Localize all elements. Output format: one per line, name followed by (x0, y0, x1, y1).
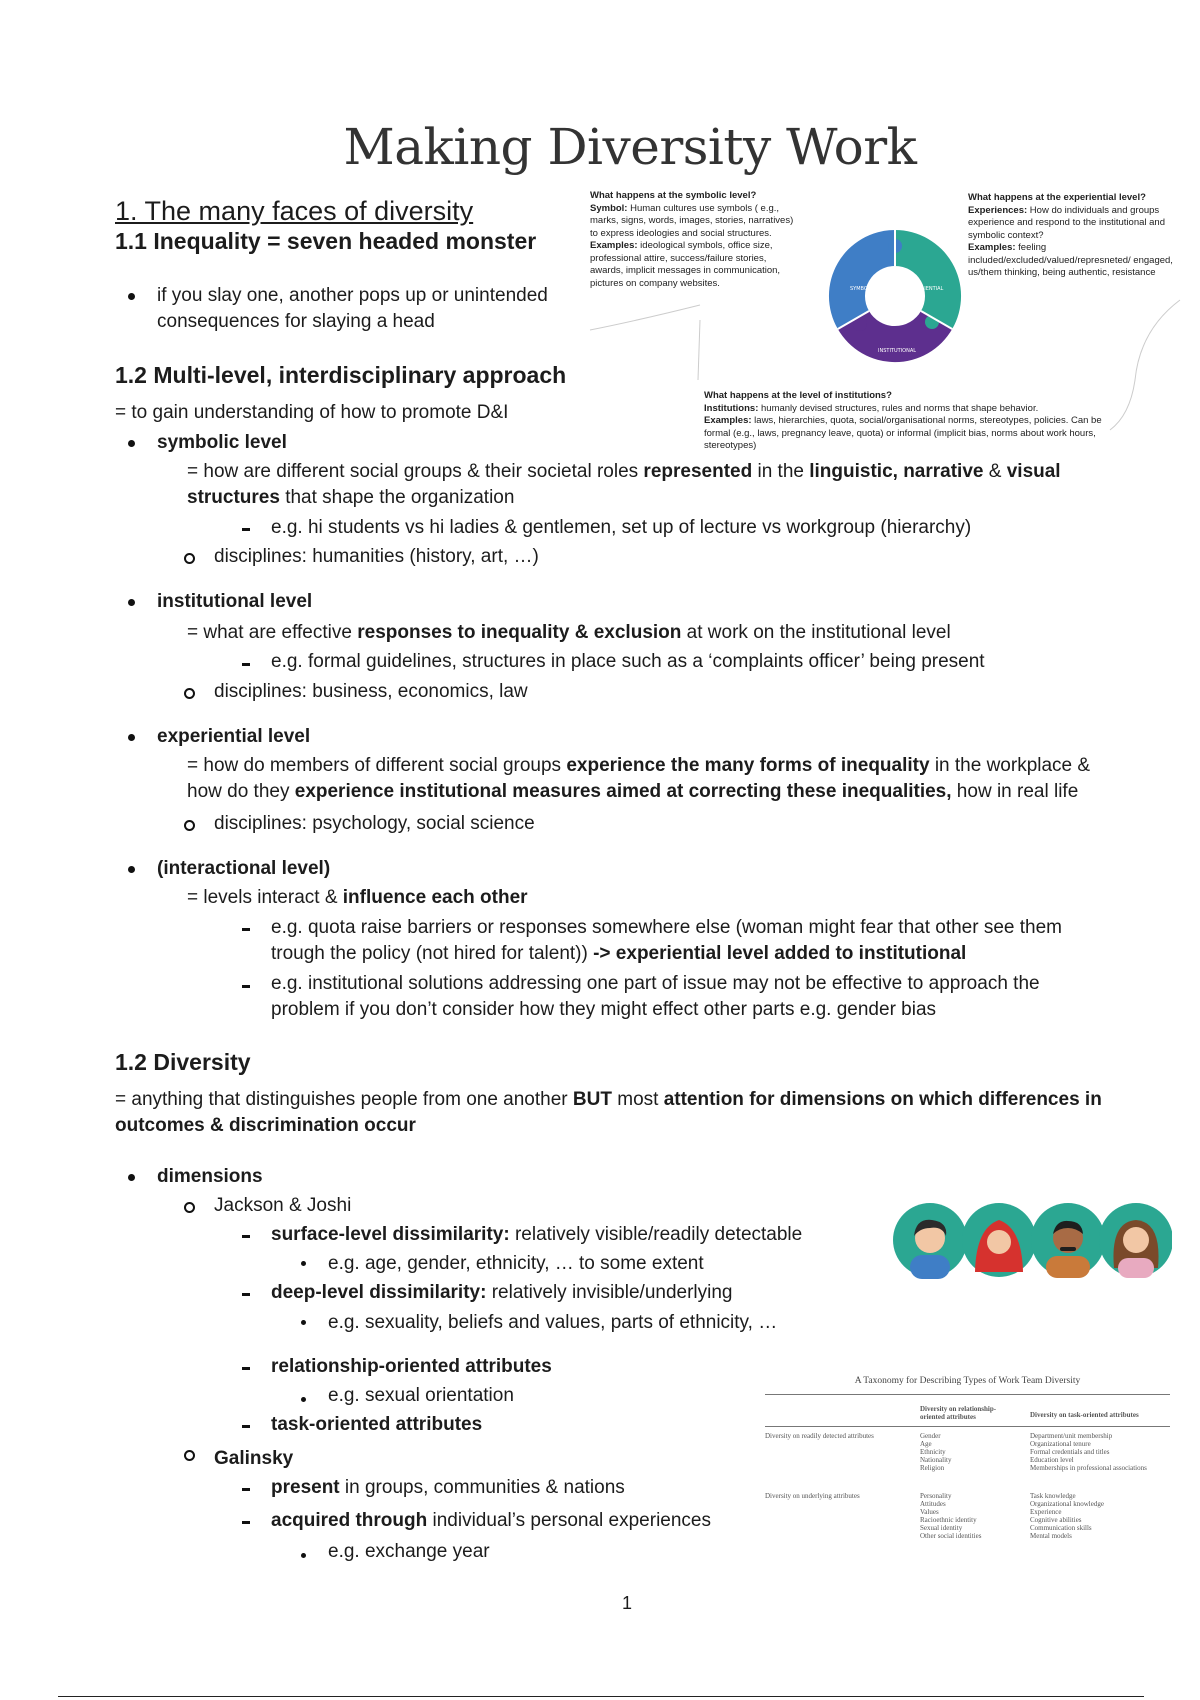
table-cell: Gender (920, 1432, 941, 1440)
experiential-definition-line2: how do they experience institutional measures aimed at correcting these inequalities, how in real life (187, 781, 1079, 802)
dash (242, 985, 250, 988)
bullet (301, 1397, 306, 1402)
surface-level-dissimilarity: surface-level dissimilarity: relatively visible/readily detectable (271, 1224, 803, 1245)
bullet (128, 1174, 135, 1181)
table-cell: Values (920, 1508, 939, 1516)
dash (242, 1367, 250, 1370)
table-cell: Nationality (920, 1456, 952, 1464)
bullet (128, 293, 135, 300)
divider (765, 1426, 1170, 1427)
bullet (301, 1261, 306, 1266)
table-cell: Task knowledge (1030, 1492, 1076, 1500)
taxonomy-r1c2 (1030, 1432, 1147, 1472)
institutional-disciplines: disciplines: business, economics, law (214, 681, 528, 702)
table-cell: Attitudes (920, 1500, 946, 1508)
avatar (962, 1203, 1036, 1277)
dash (242, 1425, 250, 1428)
page-number: 1 (622, 1593, 633, 1613)
table-cell: Organizational tenure (1030, 1440, 1091, 1448)
subsection-heading-diversity: 1.2 Diversity (115, 1049, 251, 1075)
table-cell: Ethnicity (920, 1448, 946, 1456)
table-cell: Sexual identity (920, 1524, 963, 1532)
interactional-example2-line1: e.g. institutional solutions addressing one part of issue may not be effective to approach the (271, 973, 1040, 994)
dash (242, 1235, 250, 1238)
table-cell: Memberships in professional associations (1030, 1464, 1147, 1472)
taxonomy-table (765, 1376, 1170, 1556)
table-cell: Other social identities (920, 1532, 982, 1540)
symbolic-example: e.g. hi students vs hi ladies & gentlemen, set up of lecture vs workgroup (hierarchy) (271, 517, 972, 538)
interactional-level-label: (interactional level) (157, 858, 331, 879)
bullet (128, 599, 135, 606)
table-cell: Cognitive abilities (1030, 1516, 1082, 1524)
dimensions-label: dimensions (157, 1166, 263, 1187)
diverse-people-illustration (892, 1200, 1172, 1282)
taxonomy-r2c1 (920, 1492, 981, 1540)
subsection-heading-inequality: 1.1 Inequality = seven headed monster (115, 228, 537, 254)
experiential-level-callout: What happens at the experiential level? Experiences: How do individuals and groups experience and respond to the institutional and symbolic context? Examples: feeling included/excluded/valued/represneted/ engaged, us/them thinking, being authentic, resistance (968, 192, 1173, 278)
diversity-definition-line2: outcomes & discrimination occur (115, 1115, 416, 1136)
puzzle-ring (580, 180, 1200, 460)
symbolic-level-label: symbolic level (157, 432, 287, 453)
diversity-definition-line1: = anything that distinguishes people from one another BUT most attention for dimensions on which differences in (115, 1089, 1102, 1110)
taxonomy-title: A Taxonomy for Describing Types of Work Team Diversity (854, 1376, 1081, 1386)
galinsky: Galinsky (214, 1448, 294, 1469)
segment-label-symbolic: SYMBOLICAL (850, 286, 882, 292)
levels-diagram (580, 180, 1200, 460)
symbolic-level-callout: What happens at the symbolic level? Symbol: Human cultures use symbols ( e.g., marks, signs, words, images, stories, narratives) to express ideologies and social structures. Examples: ideological symbols, office size, professional attire, success/failure stories, awards, implicit messages in communication, pictures on company websites. (590, 190, 794, 289)
taxonomy-row2-header: Diversity on underlying attributes (765, 1492, 860, 1500)
dash (242, 1488, 250, 1491)
ring-bullet (184, 688, 195, 699)
interactional-example1-line1: e.g. quota raise barriers or responses somewhere else (woman might fear that other see them (271, 917, 1062, 938)
segment-label-experiential: EXPERIENTIAL (908, 286, 944, 292)
avatar (893, 1203, 967, 1279)
bullet (301, 1553, 306, 1558)
taxonomy-r1c1 (920, 1432, 952, 1472)
table-cell: Experience (1030, 1508, 1062, 1516)
institutional-level-callout: What happens at the level of institutions? Institutions: humanly devised structures, rules and norms that shape behavior. Examples: laws, hierarchies, quota, social/organisational norms, stereotypes, policies. Can be formal (e.g., laws, pregnancy leave, quota) or informal (implicit bias, norms about work hours, stereotypes) (704, 390, 1102, 451)
surface-level-example: e.g. age, gender, ethnicity, … to some extent (328, 1253, 704, 1274)
table-cell: Personality (920, 1492, 952, 1500)
page-title: Making Diversity Work (343, 118, 917, 176)
institutional-example: e.g. formal guidelines, structures in place such as a ‘complaints officer’ being present (271, 651, 985, 672)
galinsky-acquired: acquired through individual’s personal experiences (271, 1510, 712, 1531)
jackson-joshi: Jackson & Joshi (214, 1195, 352, 1216)
taxonomy-row1-header: Diversity on readily detected attributes (765, 1432, 874, 1440)
experiential-definition-line1: = how do members of different social groups experience the many forms of inequality in the workplace & (187, 755, 1091, 776)
inequality-bullet-line1: if you slay one, another pops up or unintended (157, 285, 548, 306)
galinsky-present: present in groups, communities & nations (271, 1477, 625, 1498)
bullet (128, 440, 135, 447)
symbolic-definition-line2: structures that shape the organization (187, 487, 515, 508)
symbolic-definition-line1: = how are different social groups & their societal roles represented in the linguistic, narrative & visual (187, 461, 1061, 482)
divider (765, 1394, 1170, 1395)
experiential-disciplines: disciplines: psychology, social science (214, 813, 535, 834)
ring-bullet (184, 1450, 195, 1461)
section-heading: 1. The many faces of diversity (115, 196, 474, 226)
avatar (1031, 1203, 1105, 1278)
page-bottom-divider (58, 1696, 1144, 1697)
symbolic-disciplines: disciplines: humanities (history, art, …) (214, 546, 539, 567)
table-cell: Communication skills (1030, 1524, 1092, 1532)
experiential-level-label: experiential level (157, 726, 311, 747)
table-cell: Religion (920, 1464, 945, 1472)
institutional-definition: = what are effective responses to inequality & exclusion at work on the institutional level (187, 622, 951, 643)
task-oriented-attributes: task-oriented attributes (271, 1414, 483, 1435)
relationship-example: e.g. sexual orientation (328, 1385, 514, 1406)
table-cell: Racioethnic identity (920, 1516, 977, 1524)
ring-bullet (184, 820, 195, 831)
bullet (128, 866, 135, 873)
table-cell: Education level (1030, 1456, 1074, 1464)
avatar (1099, 1203, 1172, 1278)
table-cell: Age (920, 1440, 932, 1448)
deep-level-example: e.g. sexuality, beliefs and values, parts of ethnicity, … (328, 1312, 778, 1333)
taxonomy-r2c2 (1030, 1492, 1104, 1540)
taxonomy-col1-header: Diversity on relationship-oriented attributes (920, 1405, 997, 1421)
relationship-oriented-attributes: relationship-oriented attributes (271, 1356, 552, 1377)
table-cell: Department/unit membership (1030, 1432, 1113, 1440)
ring-bullet (184, 553, 195, 564)
multilevel-intro: = to gain understanding of how to promote D&I (115, 402, 509, 423)
dash (242, 1293, 250, 1296)
bullet (128, 734, 135, 741)
bullet (301, 1320, 306, 1325)
deep-level-dissimilarity: deep-level dissimilarity: relatively invisible/underlying (271, 1282, 733, 1303)
ring-bullet (184, 1202, 195, 1213)
dash (242, 663, 250, 666)
inequality-bullet-line2: consequences for slaying a head (157, 311, 435, 332)
table-cell: Mental models (1030, 1532, 1072, 1540)
acquired-example: e.g. exchange year (328, 1541, 490, 1562)
segment-label-institutional: INSTITUTIONAL (878, 348, 917, 354)
interactional-example1-line2: trough the policy (not hired for talent)) -> experiential level added to institutional (271, 943, 967, 964)
table-cell: Organizational knowledge (1030, 1500, 1104, 1508)
subsection-heading-multilevel: 1.2 Multi-level, interdisciplinary approach (115, 362, 567, 388)
taxonomy-col2-header: Diversity on task-oriented attributes (1030, 1411, 1139, 1419)
dash (242, 928, 250, 931)
dash (242, 528, 250, 531)
table-cell: Formal credentials and titles (1030, 1448, 1110, 1456)
interactional-definition: = levels interact & influence each other (187, 887, 528, 908)
dash (242, 1521, 250, 1524)
institutional-level-label: institutional level (157, 591, 313, 612)
interactional-example2-line2: problem if you don’t consider how they might effect other parts e.g. gender bias (271, 999, 937, 1020)
